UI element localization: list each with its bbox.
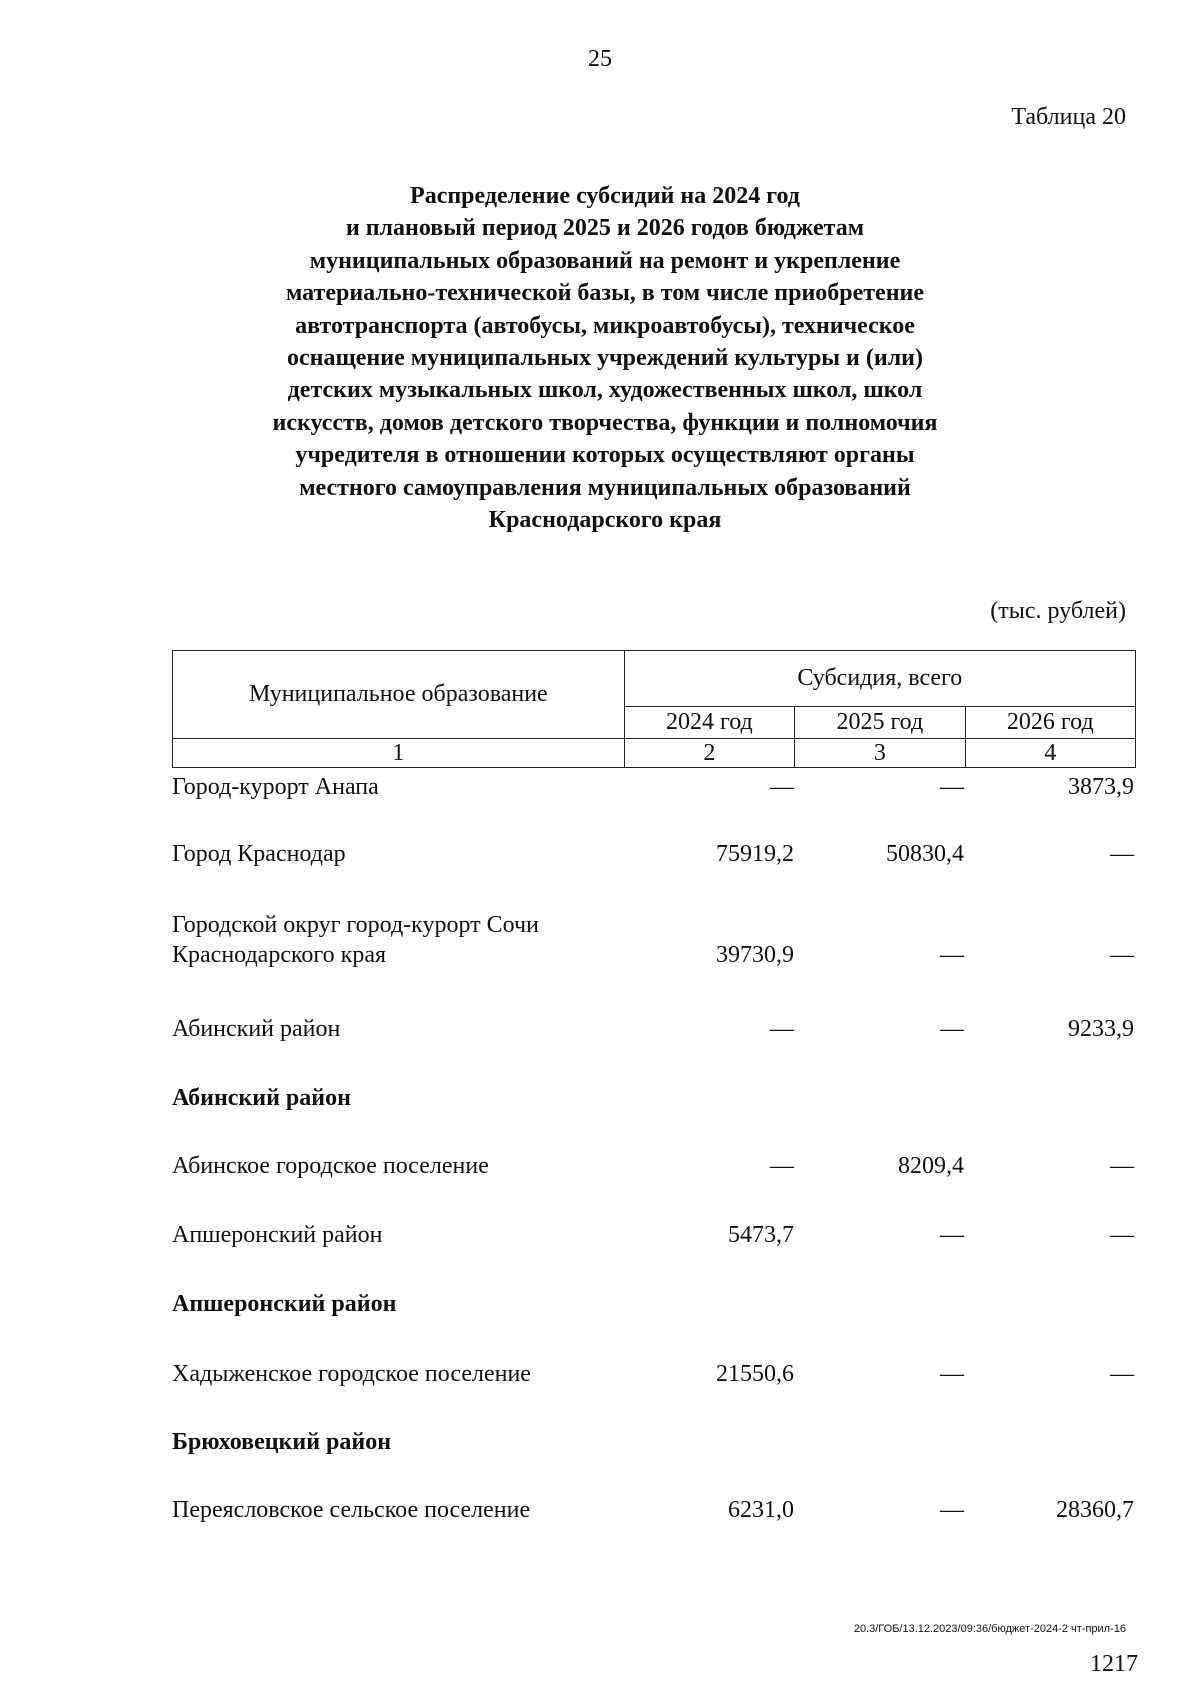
table-row — [172, 772, 1136, 802]
table-row — [172, 1319, 1136, 1389]
group-name: Брюховецкий район — [172, 1429, 392, 1455]
value-2024: — — [770, 1016, 794, 1042]
value-2025: — — [940, 1497, 964, 1523]
value-2024: 6231,0 — [728, 1497, 794, 1523]
value-2024: — — [770, 1153, 794, 1179]
header-col-number: 1 — [173, 739, 625, 768]
value-2024: 75919,2 — [716, 841, 794, 867]
header-year-2026: 2026 год — [965, 707, 1135, 739]
row-name: Город Краснодар — [172, 841, 346, 867]
group-header-row — [172, 1389, 1136, 1457]
page-number: 25 — [588, 46, 612, 72]
row-name: Город-курорт Анапа — [172, 774, 379, 800]
value-2026: 9233,9 — [1068, 1016, 1134, 1042]
row-name: Апшеронский район — [172, 1222, 383, 1248]
value-2025: 8209,4 — [898, 1153, 964, 1179]
row-name: Абинское городское поселение — [172, 1153, 489, 1179]
value-2024: — — [770, 774, 794, 800]
table-row — [172, 802, 1136, 869]
value-2025: — — [940, 1016, 964, 1042]
title-line: муниципальных образований на ремонт и укрепление — [309, 247, 901, 274]
table-row — [172, 1457, 1136, 1525]
row-name: Хадыженское городское поселение — [172, 1361, 531, 1387]
title-line: материально-технической базы, в том числе приобретение — [285, 280, 925, 307]
value-2026: 3873,9 — [1068, 774, 1134, 800]
header-col-number: 4 — [965, 739, 1135, 768]
value-2025: 50830,4 — [886, 841, 964, 867]
footer-document-code: 20.3/ГОБ/13.12.2023/09:36/бюджет-2024-2 чт-прил-16 — [853, 1623, 1126, 1635]
title-line: автотранспорта (автобусы, микроавтобусы), техническое — [295, 312, 915, 339]
title-line: местного самоуправления муниципальных образований — [299, 474, 911, 501]
value-2025: — — [940, 774, 964, 800]
title-line: искусств, домов детского творчества, функции и полномочия — [272, 409, 938, 436]
group-header-row — [172, 1250, 1136, 1319]
table-label: Таблица 20 — [1011, 104, 1126, 130]
table-row — [172, 1113, 1136, 1181]
title-line: детских музыкальных школ, художественных школ, школ — [287, 377, 923, 404]
header-col-number: 3 — [795, 739, 965, 768]
value-2026: — — [1110, 1361, 1134, 1387]
group-name: Абинский район — [172, 1085, 351, 1111]
header-col-number: 2 — [624, 739, 794, 768]
table-header — [172, 650, 1136, 768]
title-line: Распределение субсидий на 2024 год — [410, 183, 800, 209]
row-name: Абинский район — [172, 1016, 341, 1042]
table-row — [172, 869, 1136, 970]
row-name: Переясловское сельское поселение — [172, 1497, 531, 1523]
value-2026: — — [1110, 1222, 1134, 1248]
value-2026: — — [1110, 841, 1134, 867]
table-row — [172, 1181, 1136, 1250]
value-2024: 39730,9 — [716, 942, 794, 968]
value-2024: 5473,7 — [728, 1222, 794, 1248]
title-line: и плановый период 2025 и 2026 годов бюджетам — [345, 215, 865, 242]
table-body — [172, 772, 1136, 1525]
header-year-2024: 2024 год — [624, 707, 794, 739]
units-label: (тыс. рублей) — [990, 598, 1126, 624]
header-subsidy-total: Субсидия, всего — [624, 651, 1135, 707]
value-2025: — — [940, 1222, 964, 1248]
group-header-row — [172, 1044, 1136, 1113]
value-2024: 21550,6 — [716, 1361, 794, 1387]
footer-page-number: 1217 — [1090, 1651, 1138, 1677]
value-2026: — — [1110, 1153, 1134, 1179]
title-line: учредителя в отношении которых осуществляют органы — [295, 442, 915, 469]
table-row — [172, 970, 1136, 1044]
value-2025: — — [940, 1361, 964, 1387]
document-title — [160, 180, 1050, 536]
header-year-2025: 2025 год — [795, 707, 965, 739]
title-line: Краснодарского края — [488, 507, 722, 534]
value-2026: — — [1110, 942, 1134, 968]
row-name: Городской округ город-курорт Сочи Краснодарского края — [172, 912, 539, 968]
header-municipality: Муниципальное образование — [173, 651, 625, 739]
title-line: оснащение муниципальных учреждений культуры и (или) — [287, 345, 923, 372]
value-2025: — — [940, 942, 964, 968]
value-2026: 28360,7 — [1056, 1497, 1134, 1523]
group-name: Апшеронский район — [172, 1291, 397, 1317]
